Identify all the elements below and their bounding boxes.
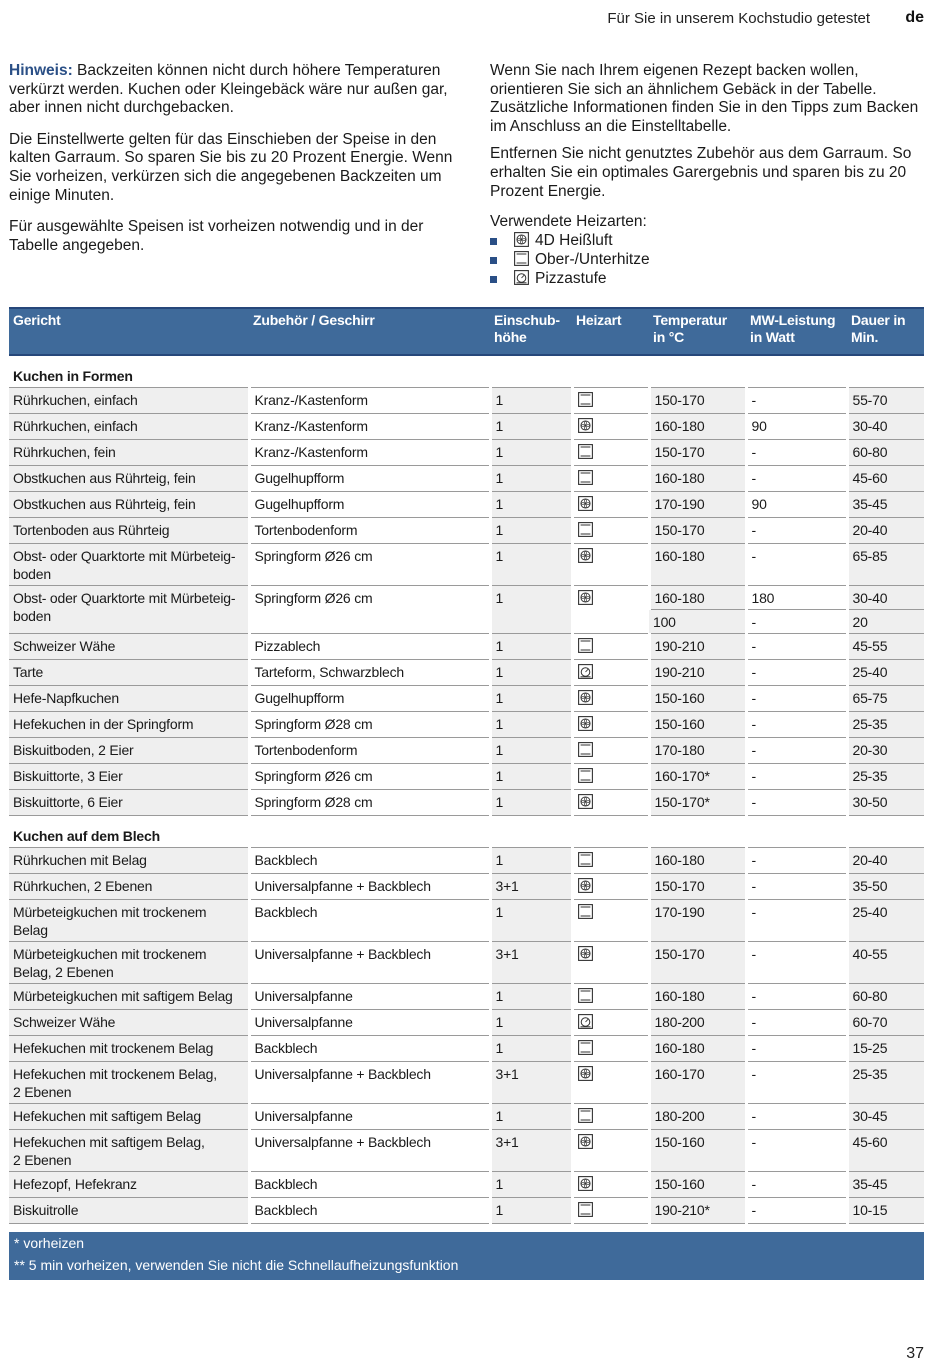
accessory-cell: Tarteform, Schwarzblech [249, 660, 490, 686]
heat-cell [572, 440, 649, 466]
dish-cell: Tortenboden aus Rührteig [9, 518, 249, 544]
level-cell: 1 [490, 900, 572, 942]
dish-cell: Hefezopf, Hefekranz [9, 1172, 249, 1198]
hint-paragraph [9, 62, 459, 118]
fan-icon [514, 232, 529, 247]
bullet-square [490, 257, 497, 264]
table-row [9, 984, 924, 1010]
temperature-cell: 160-180 [649, 544, 746, 586]
table-header-row [9, 308, 924, 355]
dish-cell: Hefekuchen mit trockenem Belag [9, 1036, 249, 1062]
heat-cell [572, 1198, 649, 1224]
table-row [9, 586, 924, 610]
level-cell: 1 [490, 518, 572, 544]
duration-cell: 65-85 [847, 544, 924, 586]
table-row [9, 1130, 924, 1172]
level-cell: 1 [490, 660, 572, 686]
mw-cell: - [746, 984, 847, 1010]
duration-cell: 35-45 [847, 492, 924, 518]
dish-cell: Rührkuchen, einfach [9, 414, 249, 440]
heat-cell [572, 1172, 649, 1198]
heat-cell [572, 466, 649, 492]
mw-cell: - [746, 848, 847, 874]
fan-icon [578, 1066, 593, 1081]
temperature-cell: 160-180 [649, 414, 746, 440]
recipe-paragraph: Wenn Sie nach Ihrem eigenen Rezept backen wollen, orientieren Sie sich an ähnlichem Gebäck in der Tabelle. Zusätzliche Informationen finden Sie in den Tipps zum Backen im Anschluss an die Einstelltabelle. [490, 62, 919, 135]
duration-cell: 40-55 [847, 942, 924, 984]
footnote-preheat: * vorheizen [14, 1235, 85, 1251]
intro-left-column [9, 62, 459, 268]
heat-type-item [490, 270, 930, 289]
mw-cell: - [746, 874, 847, 900]
accessory-cell: Tortenbodenform [249, 738, 490, 764]
temperature-cell: 150-160 [649, 1130, 746, 1172]
dish-cell: Rührkuchen, fein [9, 440, 249, 466]
dish-cell: Hefekuchen in der Springform [9, 712, 249, 738]
temperature-cell: 150-160 [649, 1172, 746, 1198]
mw-cell: - [746, 660, 847, 686]
duration-cell: 30-40 [847, 586, 924, 610]
table-row [9, 1010, 924, 1036]
header-col-temperature: Temperatur in °C [649, 308, 746, 355]
temperature-cell: 180-200 [649, 1010, 746, 1036]
heat-cell [572, 984, 649, 1010]
table-row [9, 764, 924, 790]
heat-cell [572, 634, 649, 660]
table-row [9, 544, 924, 586]
fan-icon [578, 1134, 593, 1149]
heat-cell [572, 492, 649, 518]
accessory-cell: Universalpfanne [249, 984, 490, 1010]
accessory-cell: Springform Ø26 cm [249, 586, 490, 634]
level-cell: 1 [490, 1198, 572, 1224]
temperature-cell: 150-170 [649, 942, 746, 984]
dish-cell: Schweizer Wähe [9, 634, 249, 660]
level-cell: 1 [490, 1036, 572, 1062]
table-row [9, 874, 924, 900]
heat-cell [572, 1010, 649, 1036]
accessory-cell: Backblech [249, 900, 490, 942]
footnote-box [9, 1232, 924, 1280]
mw-cell: - [746, 544, 847, 586]
table-row [9, 1062, 924, 1104]
heat-cell [572, 518, 649, 544]
fan-icon [578, 878, 593, 893]
heat-cell [572, 414, 649, 440]
heat-type-label: Ober-/Unterhitze [535, 250, 650, 268]
level-cell: 1 [490, 764, 572, 790]
mw-cell: - [746, 738, 847, 764]
table-row [9, 388, 924, 414]
mw-cell: - [746, 686, 847, 712]
dish-cell: Hefekuchen mit saftigem Belag [9, 1104, 249, 1130]
dish-cell: Mürbeteigkuchen mit trockenem Belag [9, 900, 249, 942]
table-row [9, 686, 924, 712]
accessory-cell: Universalpfanne + Backblech [249, 1062, 490, 1104]
temperature-cell: 150-160 [649, 686, 746, 712]
temperature-cell: 150-170 [649, 440, 746, 466]
header-col-mw: MW-Leistung in Watt [746, 308, 847, 355]
dish-cell: Obst- oder Quarktorte mit Mürbeteig- boden [9, 586, 249, 634]
level-cell: 1 [490, 414, 572, 440]
heat-cell [572, 544, 649, 586]
level-cell: 1 [490, 1010, 572, 1036]
duration-cell: 25-35 [847, 1062, 924, 1104]
dish-cell: Biskuitrolle [9, 1198, 249, 1224]
fan-icon [578, 1176, 593, 1191]
footnote-fast-preheat: ** 5 min vorheizen, verwenden Sie nicht die Schnellaufheizungsfunktion [14, 1257, 459, 1273]
duration-cell: 35-50 [847, 874, 924, 900]
table-row [9, 738, 924, 764]
fan-icon [578, 496, 593, 511]
level-cell: 1 [490, 848, 572, 874]
fan-icon [578, 418, 593, 433]
mw-cell: - [746, 1062, 847, 1104]
hint-label: Hinweis: [9, 62, 73, 79]
table-row [9, 660, 924, 686]
fan-icon [578, 946, 593, 961]
level-cell: 1 [490, 1172, 572, 1198]
accessory-cell: Gugelhupfform [249, 686, 490, 712]
hint-text: Backzeiten können nicht durch höhere Temperaturen verkürzt werden. Kuchen oder Kleingebäck wäre nur außen gar, aber innen nicht durchgebacken. [9, 62, 448, 117]
table-row [9, 1036, 924, 1062]
table-row [9, 518, 924, 544]
header-col-accessory: Zubehör / Geschirr [249, 308, 490, 355]
duration-cell: 30-45 [847, 1104, 924, 1130]
accessory-cell: Backblech [249, 1198, 490, 1224]
level-cell: 3+1 [490, 942, 572, 984]
mw-cell: - [746, 440, 847, 466]
duration-cell: 20 [847, 610, 924, 634]
dish-cell: Rührkuchen, 2 Ebenen [9, 874, 249, 900]
heat-cell [572, 712, 649, 738]
heat-cell [572, 1104, 649, 1130]
temperature-cell: 160-180 [649, 848, 746, 874]
heat-cell [572, 586, 649, 634]
dish-cell: Hefekuchen mit trockenem Belag, 2 Ebenen [9, 1062, 249, 1104]
bullet-square [490, 276, 497, 283]
dish-cell: Schweizer Wähe [9, 1010, 249, 1036]
table-row [9, 848, 924, 874]
duration-cell: 45-60 [847, 466, 924, 492]
duration-cell: 45-55 [847, 634, 924, 660]
duration-cell: 20-40 [847, 518, 924, 544]
dish-cell: Hefekuchen mit saftigem Belag, 2 Ebenen [9, 1130, 249, 1172]
page-number: 37 [906, 1345, 924, 1362]
mw-cell: - [746, 1010, 847, 1036]
accessory-cell: Universalpfanne + Backblech [249, 874, 490, 900]
heat-type-label: 4D Heißluft [535, 231, 613, 249]
top-bottom-heat-icon [514, 251, 529, 266]
heat-types-list [490, 232, 930, 289]
mw-cell: - [746, 1172, 847, 1198]
accessory-cell: Kranz-/Kastenform [249, 388, 490, 414]
header-col-duration: Dauer in Min. [847, 308, 924, 355]
temperature-cell: 190-210* [649, 1198, 746, 1224]
heat-cell [572, 1062, 649, 1104]
top-bottom-heat-icon [578, 638, 593, 653]
duration-cell: 25-40 [847, 660, 924, 686]
header-col-heat: Heizart [572, 308, 649, 355]
level-cell: 1 [490, 586, 572, 634]
heat-type-item [490, 251, 930, 270]
accessory-cell: Universalpfanne + Backblech [249, 1130, 490, 1172]
temperature-cell: 150-170 [649, 518, 746, 544]
accessory-cell: Kranz-/Kastenform [249, 440, 490, 466]
accessory-cell: Springform Ø26 cm [249, 764, 490, 790]
heat-cell [572, 1130, 649, 1172]
header-col-dish: Gericht [9, 308, 249, 355]
heat-cell [572, 764, 649, 790]
mw-cell: - [746, 1130, 847, 1172]
duration-cell: 60-80 [847, 984, 924, 1010]
temperature-cell: 190-210 [649, 634, 746, 660]
fan-icon [578, 716, 593, 731]
accessory-cell: Pizzablech [249, 634, 490, 660]
page-header [0, 8, 950, 30]
table-row [9, 1104, 924, 1130]
dish-cell: Hefe-Napfkuchen [9, 686, 249, 712]
level-cell: 1 [490, 466, 572, 492]
pizza-icon [578, 664, 593, 679]
accessory-cell: Backblech [249, 1172, 490, 1198]
table-row [9, 942, 924, 984]
duration-cell: 10-15 [847, 1198, 924, 1224]
mw-cell: - [746, 942, 847, 984]
accessory-cell: Backblech [249, 848, 490, 874]
top-bottom-heat-icon [578, 392, 593, 407]
top-bottom-heat-icon [578, 1202, 593, 1217]
level-cell: 3+1 [490, 1130, 572, 1172]
accessory-cell: Universalpfanne [249, 1010, 490, 1036]
heat-cell [572, 790, 649, 816]
accessory-cell: Universalpfanne [249, 1104, 490, 1130]
top-bottom-heat-icon [578, 1040, 593, 1055]
accessory-cell: Backblech [249, 1036, 490, 1062]
dish-cell: Biskuittorte, 3 Eier [9, 764, 249, 790]
heat-type-item [490, 232, 930, 251]
accessory-cell: Universalpfanne + Backblech [249, 942, 490, 984]
fan-icon [578, 794, 593, 809]
section-header-row [9, 816, 924, 848]
top-bottom-heat-icon [578, 470, 593, 485]
mw-cell: - [746, 900, 847, 942]
dish-cell: Biskuitboden, 2 Eier [9, 738, 249, 764]
duration-cell: 60-80 [847, 440, 924, 466]
level-cell: 1 [490, 738, 572, 764]
pizza-icon [514, 270, 529, 285]
table-row [9, 634, 924, 660]
heat-cell [572, 1036, 649, 1062]
table-row [9, 1172, 924, 1198]
temperature-cell: 150-170 [649, 388, 746, 414]
temperature-cell: 160-170 [649, 1062, 746, 1104]
top-bottom-heat-icon [578, 852, 593, 867]
top-bottom-heat-icon [578, 1108, 593, 1123]
heat-cell [572, 660, 649, 686]
temperature-cell: 180-200 [649, 1104, 746, 1130]
section-title: Kuchen auf dem Blech [9, 816, 924, 848]
top-bottom-heat-icon [578, 904, 593, 919]
accessory-cell: Gugelhupfform [249, 492, 490, 518]
dish-cell: Tarte [9, 660, 249, 686]
duration-cell: 25-35 [847, 764, 924, 790]
duration-cell: 20-40 [847, 848, 924, 874]
fan-icon [578, 690, 593, 705]
mw-cell: - [746, 790, 847, 816]
temperature-cell: 160-180 [649, 1036, 746, 1062]
accessory-cell: Gugelhupfform [249, 466, 490, 492]
accessory-cell: Tortenbodenform [249, 518, 490, 544]
table-row [9, 1198, 924, 1224]
pizza-icon [578, 1014, 593, 1029]
temperature-cell: 160-170* [649, 764, 746, 790]
intro-right-column [490, 62, 930, 289]
duration-cell: 45-60 [847, 1130, 924, 1172]
heat-cell [572, 942, 649, 984]
heat-cell [572, 738, 649, 764]
dish-cell: Mürbeteigkuchen mit saftigem Belag [9, 984, 249, 1010]
heat-cell [572, 848, 649, 874]
level-cell: 1 [490, 544, 572, 586]
section-title: Kuchen in Formen [9, 355, 924, 388]
level-cell: 1 [490, 790, 572, 816]
table-row [9, 440, 924, 466]
accessory-paragraph: Entfernen Sie nicht genutztes Zubehör aus dem Garraum. So erhalten Sie ein optimales Garergebnis und sparen bis zu 20 Prozent Energie. [490, 145, 912, 200]
header-col-level: Einschub- höhe [490, 308, 572, 355]
dish-cell: Rührkuchen mit Belag [9, 848, 249, 874]
duration-cell: 35-45 [847, 1172, 924, 1198]
duration-cell: 30-50 [847, 790, 924, 816]
table-body [9, 355, 924, 1224]
header-title: Für Sie in unserem Kochstudio getestet [607, 10, 870, 27]
level-cell: 1 [490, 492, 572, 518]
baking-table [9, 307, 924, 1224]
top-bottom-heat-icon [578, 742, 593, 757]
level-cell: 3+1 [490, 1062, 572, 1104]
section-header-row [9, 355, 924, 388]
duration-cell: 60-70 [847, 1010, 924, 1036]
temperature-cell: 150-170* [649, 790, 746, 816]
preheat-paragraph: Für ausgewählte Speisen ist vorheizen notwendig und in der Tabelle angegeben. [9, 218, 424, 254]
mw-cell: - [746, 1036, 847, 1062]
fan-icon [578, 548, 593, 563]
dish-cell: Rührkuchen, einfach [9, 388, 249, 414]
mw-cell: 180 [746, 586, 847, 610]
heat-cell [572, 686, 649, 712]
mw-cell: - [746, 466, 847, 492]
temperature-cell: 170-180 [649, 738, 746, 764]
table-row [9, 492, 924, 518]
mw-cell: 90 [746, 414, 847, 440]
duration-cell: 55-70 [847, 388, 924, 414]
accessory-cell: Springform Ø26 cm [249, 544, 490, 586]
table-row [9, 414, 924, 440]
temperature-cell: 160-180 [649, 586, 746, 610]
mw-cell: - [746, 388, 847, 414]
temperature-cell: 160-180 [649, 984, 746, 1010]
language-code: de [905, 9, 924, 26]
accessory-cell: Springform Ø28 cm [249, 790, 490, 816]
level-cell: 1 [490, 984, 572, 1010]
temperature-cell: 150-170 [649, 874, 746, 900]
level-cell: 1 [490, 1104, 572, 1130]
temperature-cell: 150-160 [649, 712, 746, 738]
dish-cell: Biskuittorte, 6 Eier [9, 790, 249, 816]
top-bottom-heat-icon [578, 522, 593, 537]
accessory-cell: Springform Ø28 cm [249, 712, 490, 738]
level-cell: 1 [490, 712, 572, 738]
top-bottom-heat-icon [578, 444, 593, 459]
duration-cell: 65-75 [847, 686, 924, 712]
mw-cell: - [746, 634, 847, 660]
mw-cell: - [746, 518, 847, 544]
heat-cell [572, 874, 649, 900]
table-row [9, 712, 924, 738]
mw-cell: - [746, 712, 847, 738]
mw-cell: - [746, 1198, 847, 1224]
duration-cell: 20-30 [847, 738, 924, 764]
level-cell: 1 [490, 686, 572, 712]
temperature-cell: 170-190 [649, 900, 746, 942]
mw-cell: - [746, 1104, 847, 1130]
level-cell: 3+1 [490, 874, 572, 900]
top-bottom-heat-icon [578, 988, 593, 1003]
heat-cell [572, 900, 649, 942]
dish-cell: Obstkuchen aus Rührteig, fein [9, 466, 249, 492]
duration-cell: 25-40 [847, 900, 924, 942]
duration-cell: 25-35 [847, 712, 924, 738]
settings-paragraph: Die Einstellwerte gelten für das Einschieben der Speise in den kalten Garraum. So sparen Sie bis zu 20 Prozent Energie. Wenn Sie vorheizen, verkürzen sich die angegebenen Backzeiten um einige Minuten. [9, 130, 453, 204]
temperature-cell: 190-210 [649, 660, 746, 686]
mw-cell: 90 [746, 492, 847, 518]
dish-cell: Mürbeteigkuchen mit trockenem Belag, 2 Ebenen [9, 942, 249, 984]
level-cell: 1 [490, 634, 572, 660]
table-row [9, 900, 924, 942]
top-bottom-heat-icon [578, 768, 593, 783]
heat-type-label: Pizzastufe [535, 269, 607, 287]
accessory-cell: Kranz-/Kastenform [249, 414, 490, 440]
duration-cell: 30-40 [847, 414, 924, 440]
fan-icon [578, 590, 593, 605]
duration-cell: 15-25 [847, 1036, 924, 1062]
temperature-cell: 160-180 [649, 466, 746, 492]
bullet-square [490, 238, 497, 245]
heat-cell [572, 388, 649, 414]
level-cell: 1 [490, 440, 572, 466]
level-cell: 1 [490, 388, 572, 414]
table-row [9, 466, 924, 492]
temperature-cell: 170-190 [649, 492, 746, 518]
dish-cell: Obstkuchen aus Rührteig, fein [9, 492, 249, 518]
temperature-cell: 100 [649, 610, 746, 634]
mw-cell: - [746, 610, 847, 634]
heat-types-title: Verwendete Heizarten: [490, 213, 647, 231]
dish-cell: Obst- oder Quarktorte mit Mürbeteig- boden [9, 544, 249, 586]
table-row [9, 790, 924, 816]
mw-cell: - [746, 764, 847, 790]
